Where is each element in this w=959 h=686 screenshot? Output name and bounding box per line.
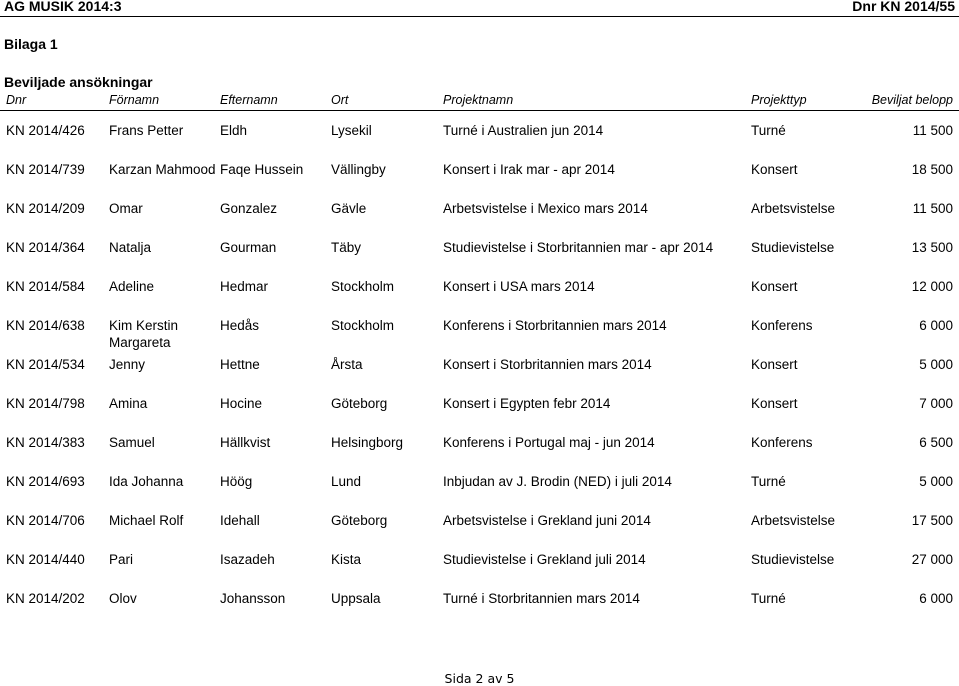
cell-efternamn: Idehall <box>220 513 260 528</box>
cell-projekttyp: Konsert <box>751 162 798 177</box>
cell-ort: Helsingborg <box>331 435 404 450</box>
cell-ort: Göteborg <box>331 513 388 528</box>
cell-ort: Täby <box>331 240 362 255</box>
cell-projekttyp: Arbetsvistelse <box>751 201 836 216</box>
cell-ort: Lysekil <box>331 123 372 138</box>
cell-dnr: KN 2014/798 <box>6 396 85 411</box>
cell-ort: Lund <box>331 474 362 489</box>
cell-projektnamn: Turné i Storbritannien mars 2014 <box>443 591 640 606</box>
cell-projekttyp: Arbetsvistelse <box>751 513 836 528</box>
table-row <box>0 122 959 142</box>
cell-efternamn: Isazadeh <box>220 552 275 567</box>
cell-ort: Göteborg <box>331 396 388 411</box>
table-row <box>0 356 959 376</box>
table-row <box>0 395 959 415</box>
cell-dnr: KN 2014/202 <box>6 591 85 606</box>
cell-dnr: KN 2014/534 <box>6 357 85 372</box>
cell-efternamn: Hedås <box>220 318 260 333</box>
cell-fornamn-continued: Margareta <box>109 335 171 350</box>
cell-belopp: 18 500 <box>911 162 953 177</box>
column-header-divider <box>0 110 959 111</box>
cell-projektnamn: Konsert i Egypten febr 2014 <box>443 396 611 411</box>
column-header-efternamn: Efternamn <box>220 93 278 107</box>
cell-projekttyp: Turné <box>751 123 786 138</box>
cell-efternamn: Höög <box>220 474 253 489</box>
column-header-fornamn: Förnamn <box>109 93 160 107</box>
document-title: AG MUSIK 2014:3 <box>4 0 122 14</box>
cell-projekttyp: Studievistelse <box>751 240 835 255</box>
page-number: Sida 2 av 5 <box>444 671 515 686</box>
cell-ort: Stockholm <box>331 279 395 294</box>
cell-efternamn: Gourman <box>220 240 277 255</box>
cell-ort: Gävle <box>331 201 367 216</box>
cell-projekttyp: Turné <box>751 591 786 606</box>
cell-belopp: 6 500 <box>919 435 953 450</box>
cell-fornamn: Adeline <box>109 279 155 294</box>
table-row <box>0 278 959 298</box>
cell-belopp: 12 000 <box>911 279 953 294</box>
cell-dnr: KN 2014/638 <box>6 318 85 333</box>
cell-dnr: KN 2014/426 <box>6 123 85 138</box>
cell-projekttyp: Turné <box>751 474 786 489</box>
cell-belopp: 6 000 <box>919 318 953 333</box>
cell-projektnamn: Studievistelse i Storbritannien mar - apr 2014 <box>443 240 714 255</box>
cell-dnr: KN 2014/440 <box>6 552 85 567</box>
cell-projektnamn: Turné i Australien jun 2014 <box>443 123 604 138</box>
cell-dnr: KN 2014/706 <box>6 513 85 528</box>
cell-fornamn: Michael Rolf <box>109 513 184 528</box>
cell-fornamn: Jenny <box>109 357 146 372</box>
document-reference: Dnr KN 2014/55 <box>852 0 955 14</box>
cell-ort: Kista <box>331 552 362 567</box>
header-divider <box>0 16 959 17</box>
column-header-projektnamn: Projektnamn <box>443 93 514 107</box>
cell-projekttyp: Konsert <box>751 357 798 372</box>
cell-dnr: KN 2014/693 <box>6 474 85 489</box>
cell-fornamn: Samuel <box>109 435 155 450</box>
cell-belopp: 13 500 <box>911 240 953 255</box>
cell-efternamn: Hällkvist <box>220 435 271 450</box>
table-row <box>0 473 959 493</box>
cell-dnr: KN 2014/383 <box>6 435 85 450</box>
table-row <box>0 434 959 454</box>
appendix-label: Bilaga 1 <box>4 36 58 52</box>
cell-projekttyp: Konsert <box>751 279 798 294</box>
cell-projektnamn: Konsert i Irak mar - apr 2014 <box>443 162 615 177</box>
cell-belopp: 11 500 <box>912 123 953 138</box>
cell-projekttyp: Konsert <box>751 396 798 411</box>
cell-efternamn: Eldh <box>220 123 248 138</box>
cell-dnr: KN 2014/584 <box>6 279 85 294</box>
cell-belopp: 11 500 <box>912 201 953 216</box>
cell-ort: Uppsala <box>331 591 381 606</box>
cell-fornamn: Kim Kerstin <box>109 318 179 333</box>
section-title: Beviljade ansökningar <box>4 74 153 90</box>
cell-efternamn: Hedmar <box>220 279 269 294</box>
cell-efternamn: Gonzalez <box>220 201 278 216</box>
cell-projektnamn: Arbetsvistelse i Grekland juni 2014 <box>443 513 651 528</box>
cell-projektnamn: Inbjudan av J. Brodin (NED) i juli 2014 <box>443 474 672 489</box>
cell-projekttyp: Studievistelse <box>751 552 835 567</box>
table-row <box>0 239 959 259</box>
cell-belopp: 27 000 <box>911 552 953 567</box>
column-header-ort: Ort <box>331 93 349 107</box>
cell-dnr: KN 2014/739 <box>6 162 85 177</box>
table-row <box>0 512 959 532</box>
cell-projektnamn: Konferens i Portugal maj - jun 2014 <box>443 435 655 450</box>
table-row <box>0 200 959 220</box>
cell-efternamn: Hettne <box>220 357 260 372</box>
cell-efternamn: Hocine <box>220 396 263 411</box>
cell-fornamn: Karzan Mahmood <box>109 162 216 177</box>
column-header-belopp: Beviljat belopp <box>871 93 953 107</box>
column-header-projekttyp: Projekttyp <box>751 93 807 107</box>
table-row <box>0 551 959 571</box>
cell-dnr: KN 2014/364 <box>6 240 85 255</box>
cell-belopp: 5 000 <box>919 357 953 372</box>
cell-ort: Årsta <box>331 357 363 372</box>
cell-belopp: 7 000 <box>919 396 953 411</box>
cell-belopp: 6 000 <box>919 591 953 606</box>
cell-ort: Stockholm <box>331 318 395 333</box>
cell-dnr: KN 2014/209 <box>6 201 85 216</box>
cell-projekttyp: Konferens <box>751 435 813 450</box>
cell-efternamn: Johansson <box>220 591 286 606</box>
cell-fornamn: Amina <box>109 396 148 411</box>
cell-projektnamn: Studievistelse i Grekland juli 2014 <box>443 552 646 567</box>
cell-projekttyp: Konferens <box>751 318 813 333</box>
column-header-dnr: Dnr <box>6 93 27 107</box>
table-row <box>0 317 959 350</box>
cell-projektnamn: Konsert i USA mars 2014 <box>443 279 595 294</box>
cell-fornamn: Omar <box>109 201 143 216</box>
cell-belopp: 5 000 <box>919 474 953 489</box>
cell-efternamn: Faqe Hussein <box>220 162 304 177</box>
table-row <box>0 161 959 181</box>
cell-projektnamn: Konsert i Storbritannien mars 2014 <box>443 357 652 372</box>
cell-ort: Vällingby <box>331 162 386 177</box>
cell-projektnamn: Konferens i Storbritannien mars 2014 <box>443 318 667 333</box>
cell-fornamn: Frans Petter <box>109 123 184 138</box>
cell-belopp: 17 500 <box>911 513 953 528</box>
cell-projektnamn: Arbetsvistelse i Mexico mars 2014 <box>443 201 648 216</box>
cell-fornamn: Pari <box>109 552 134 567</box>
cell-fornamn: Olov <box>109 591 137 606</box>
cell-fornamn: Ida Johanna <box>109 474 184 489</box>
cell-fornamn: Natalja <box>109 240 152 255</box>
table-row <box>0 590 959 610</box>
